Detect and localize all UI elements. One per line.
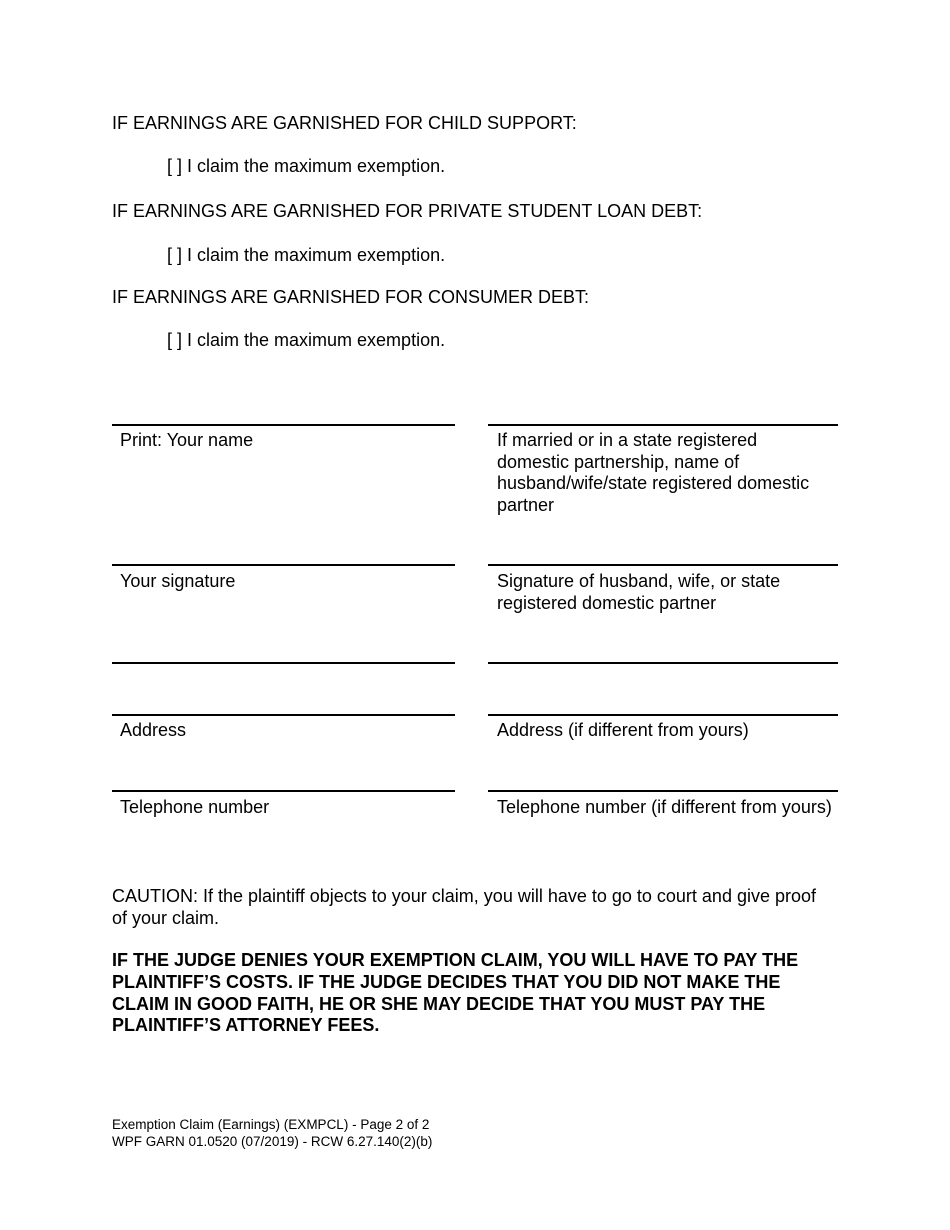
- form-footer-code: WPF GARN 01.0520 (07/2019) - RCW 6.27.140(2)(b): [112, 1134, 433, 1149]
- address-line-2[interactable]: [112, 714, 455, 716]
- your-signature-line[interactable]: [112, 564, 455, 566]
- address-line-1[interactable]: [112, 662, 455, 664]
- spouse-signature-line[interactable]: [488, 564, 838, 566]
- spouse-signature-label: Signature of husband, wife, or state registered domestic partner: [497, 571, 781, 613]
- spouse-address-line-2[interactable]: [488, 714, 838, 716]
- section-heading-consumer-debt: IF EARNINGS ARE GARNISHED FOR CONSUMER DEBT:: [112, 287, 590, 307]
- address-label: Address: [120, 720, 187, 740]
- spouse-address-label: Address (if different from yours): [497, 720, 749, 740]
- caution-text: CAUTION: If the plaintiff objects to your claim, you will have to go to court and give proof of your claim.: [112, 886, 817, 928]
- telephone-line[interactable]: [112, 790, 455, 792]
- spouse-name-line[interactable]: [488, 424, 838, 426]
- section-heading-student-loan: IF EARNINGS ARE GARNISHED FOR PRIVATE STUDENT LOAN DEBT:: [112, 201, 703, 221]
- claim-checkbox-consumer-debt[interactable]: [ ] I claim the maximum exemption.: [167, 330, 446, 350]
- claim-checkbox-child-support[interactable]: [ ] I claim the maximum exemption.: [167, 156, 446, 176]
- your-name-label: Print: Your name: [120, 430, 254, 450]
- claim-checkbox-student-loan[interactable]: [ ] I claim the maximum exemption.: [167, 245, 446, 265]
- telephone-label: Telephone number: [120, 797, 270, 817]
- spouse-telephone-label: Telephone number (if different from yours): [497, 797, 832, 817]
- form-footer-title: Exemption Claim (Earnings) (EXMPCL) - Page 2 of 2: [112, 1117, 430, 1132]
- your-name-line[interactable]: [112, 424, 455, 426]
- attorney-fees-warning: IF THE JUDGE DENIES YOUR EXEMPTION CLAIM, YOU WILL HAVE TO PAY THE PLAINTIFF’S COSTS. IF THE JUDGE DECIDES THAT YOU DID NOT MAKE THE CLAIM IN GOOD FAITH, HE OR SHE MAY DECIDE THAT YOU MUST PAY THE PLAINTIFF’S ATTORNEY FEES.: [112, 950, 799, 1036]
- spouse-address-line-1[interactable]: [488, 662, 838, 664]
- your-signature-label: Your signature: [120, 571, 236, 591]
- section-heading-child-support: IF EARNINGS ARE GARNISHED FOR CHILD SUPPORT:: [112, 113, 577, 133]
- spouse-telephone-line[interactable]: [488, 790, 838, 792]
- spouse-name-label: If married or in a state registered domestic partnership, name of husband/wife/state registered domestic partner: [497, 430, 810, 515]
